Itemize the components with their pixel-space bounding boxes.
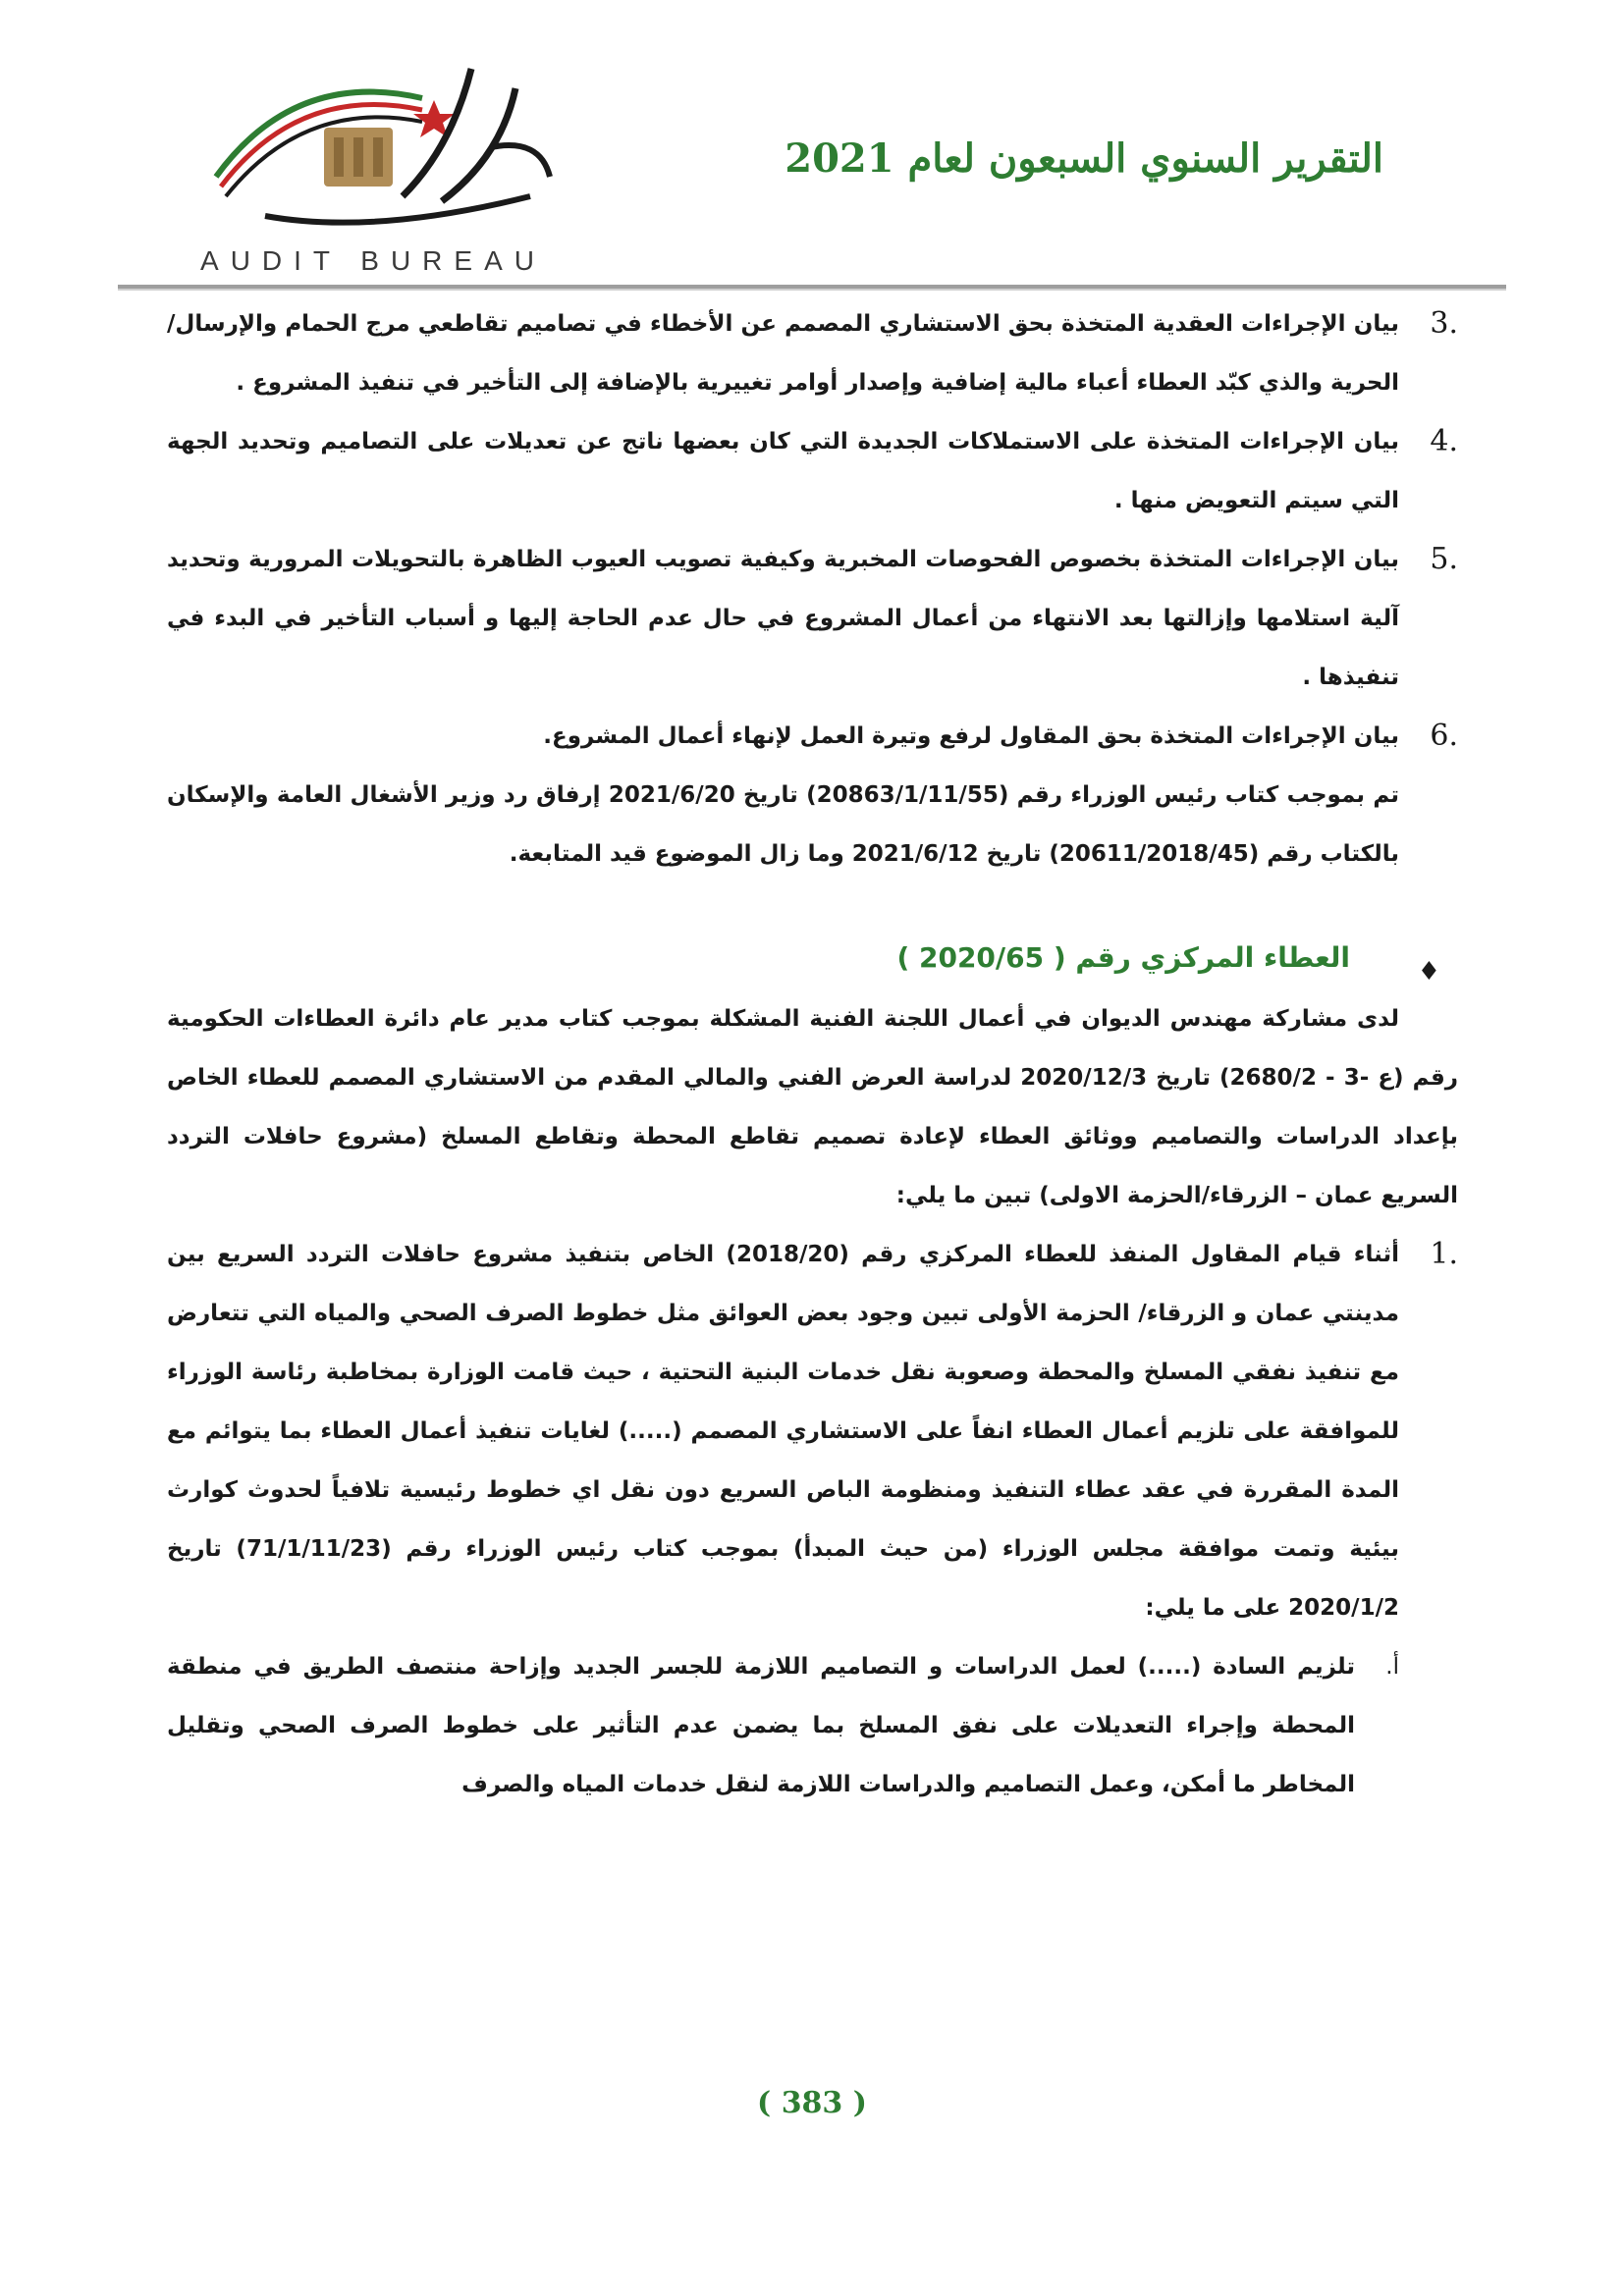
item-text: أثناء قيام المقاول المنفذ للعطاء المركزي رقم (2018/20) الخاص بتنفيذ مشروع حافلات التردد السريع بين مدينتي عمان و الزرقاء/ الحزمة الأولى تبين وجود بعض العوائق مثل خطوط الصرف الصحي والمياه التي تتعارض مع تنفيذ نفقي المسلخ والمحطة وصعوبة نقل خدمات البنية التحتية ، حيث قامت الوزارة بمخاطبة رئاسة الوزراء للموافقة على تلزيم أعمال العطاء انفاً على الاستشاري المصمم (.....) لغايات تنفيذ أعمال العطاء بما يتوائم مع المدة المقررة في عقد عطاء التنفيذ ومنظومة الباص السريع دون نقل اي خطوط رئيسية تلافياً لحدوث كوارث بيئية وتمت موافقة مجلس الوزراء (من حيث المبدأ) بموجب كتاب رئيس الوزراء رقم (71/1/11/23) تاريخ 2020/1/2 على ما يلي: <box>167 1242 1400 1621</box>
list-item <box>167 530 1458 707</box>
section-intro: لدى مشاركة مهندس الديوان في أعمال اللجنة الفنية المشكلة بموجب كتاب مدير عام دائرة العطاءات الحكومية رقم (ع -3 - 2680/2) تاريخ 2020/12/3 لدراسة العرض الفني والمالي المقدم من الاستشاري المصمم للعطاء الخاص بإعداد الدراسات والتصاميم ووثائق العطاء لإعادة تصميم تقاطع المحطة وتقاطع المسلخ (مشروع حافلات التردد السريع عمان – الزرقاء/الحزمة الاولى) تبين ما يلي: <box>167 1006 1458 1208</box>
list-item <box>167 707 1458 766</box>
page-number: ( 383 ) <box>757 2086 867 2120</box>
list-item <box>167 1225 1458 1637</box>
followup-paragraph: تم بموجب كتاب رئيس الوزراء رقم (20863/1/11/55) تاريخ 2021/6/20 إرفاق رد وزير الأشغال العامة والإسكان بالكتاب رقم (20611/2018/45) تاريخ 2021/6/12 وما زال الموضوع قيد المتابعة. <box>167 782 1399 867</box>
logo-emblem-icon <box>177 29 569 245</box>
item-number: 1. <box>1430 1237 1458 1271</box>
list-item <box>167 294 1458 412</box>
page-header <box>0 0 1624 294</box>
sub-list-item <box>167 1637 1458 1814</box>
item-text: بيان الإجراءات المتخذة على الاستملاكات الجديدة التي كان بعضها ناتج عن تعديلات على التصاميم وتحديد الجهة التي سيتم التعويض منها . <box>167 429 1399 513</box>
section-heading <box>167 929 1458 988</box>
item-number: 4. <box>1430 424 1458 458</box>
audit-bureau-logo <box>177 29 569 285</box>
diamond-bullet-icon: ♦ <box>1417 957 1440 987</box>
item-text: بيان الإجراءات المتخذة بحق المقاول لرفع وتيرة العمل لإنهاء أعمال المشروع. <box>543 723 1399 749</box>
logo-caption: AUDIT BUREAU <box>200 245 546 276</box>
sub-item-letter: أ. <box>1385 1654 1399 1680</box>
document-body <box>167 294 1458 1814</box>
item-number: 6. <box>1430 719 1458 753</box>
report-title: التقرير السنوي السبعون لعام 2021 <box>785 135 1383 182</box>
item-number: 3. <box>1430 306 1458 341</box>
section-title: العطاء المركزي رقم ( 2020/65 ) <box>896 941 1350 974</box>
header-divider <box>118 285 1506 291</box>
sub-item-text: تلزيم السادة (.....) لعمل الدراسات و التصاميم اللازمة للجسر الجديد وإزاحة منتصف الطريق في منطقة المحطة وإجراء التعديلات على نفق المسلخ بما يضمن عدم التأثير على خطوط الصرف الصحي وتقليل المخاطر ما أمكن، وعمل التصاميم والدراسات اللازمة لنقل خدمات المياه والصرف <box>167 1654 1355 1797</box>
list-item <box>167 412 1458 530</box>
item-text: بيان الإجراءات المتخذة بخصوص الفحوصات المخبرية وكيفية تصويب العيوب الظاهرة بالتحويلات المرورية وتحديد آلية استلامها وإزالتها بعد الانتهاء من أعمال المشروع في حال عدم الحاجة إليها و أسباب التأخير في البدء في تنفيذها . <box>167 547 1399 690</box>
item-text: بيان الإجراءات العقدية المتخذة بحق الاستشاري المصمم عن الأخطاء في تصاميم تقاطعي مرج الحمام والإرسال/الحرية والذي كبّد العطاء أعباء مالية إضافية وإصدار أوامر تغييرية بالإضافة إلى التأخير في تنفيذ المشروع . <box>167 311 1399 396</box>
item-number: 5. <box>1430 542 1458 576</box>
